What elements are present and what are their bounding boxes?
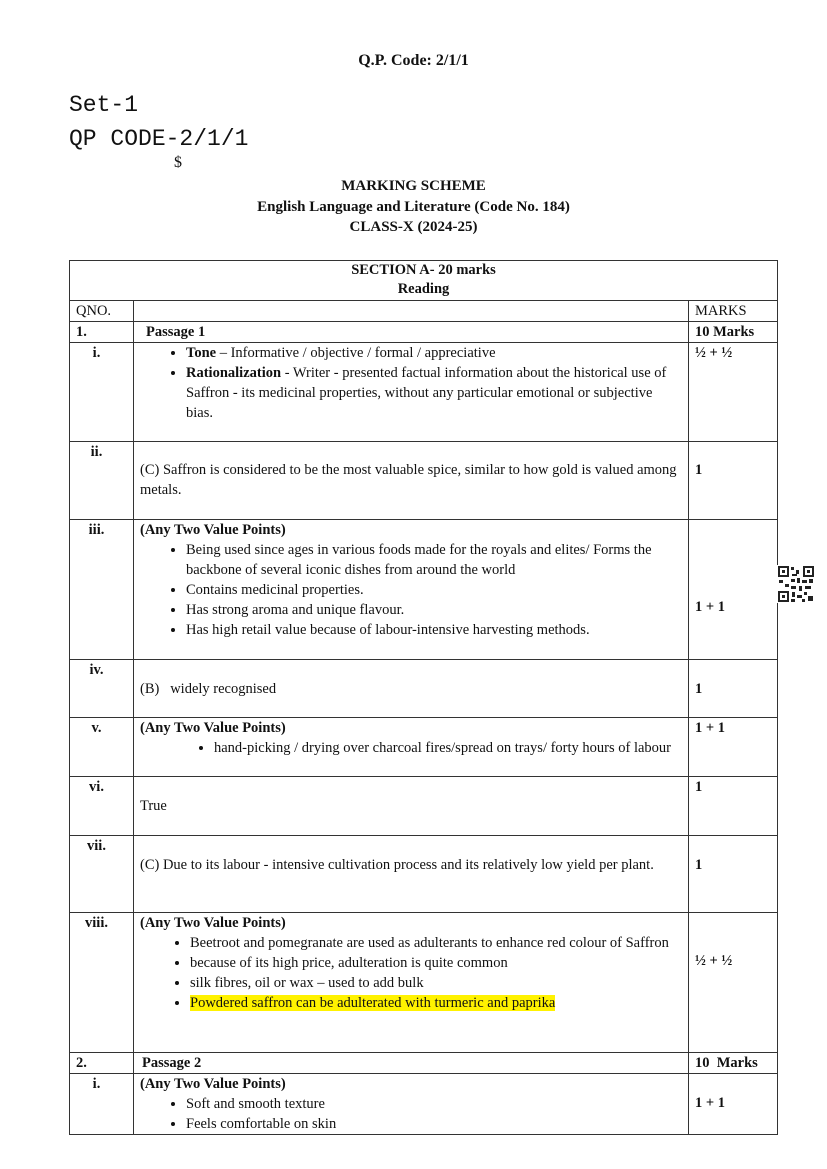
value-points-heading: (Any Two Value Points) (140, 522, 286, 538)
rationalization-text: - Writer - presented factual information about the historical use of Saffron - its medicinal properties, without any particular emotional or subjective bias. (186, 365, 667, 421)
table-row (70, 322, 778, 343)
question-number: viii. (70, 913, 134, 1053)
answer-text: True (140, 798, 167, 814)
marks-value: 1 (695, 857, 703, 873)
list-item: • Has high retail value because of labour-intensive harvesting methods. (186, 620, 682, 640)
question-number: vii. (70, 836, 134, 913)
table-row (70, 442, 778, 520)
list-item: • hand-picking / drying over charcoal fires/spread on trays/ forty hours of labour (214, 738, 682, 758)
marks-value: 1 + 1 (695, 1095, 726, 1111)
marking-scheme-title: MARKING SCHEME (341, 178, 486, 194)
question-number: vi. (70, 777, 134, 836)
marks-value: 1 (695, 681, 703, 697)
answer-text: (C) Saffron is considered to be the most valuable spice, similar to how gold is valued among metals. (140, 462, 677, 498)
list-item: • Soft and smooth texture (186, 1094, 682, 1114)
marks-value: 10 Marks (689, 322, 778, 343)
passage-title: Passage 2 (134, 1053, 689, 1074)
qp-code-label: QP CODE-2/1/1 (69, 126, 249, 152)
col-qno-header: QNO. (70, 301, 134, 322)
table-row (70, 836, 778, 913)
list-item: • Contains medicinal properties. (186, 580, 682, 600)
marks-value: 10 Marks (689, 1053, 778, 1074)
list-item (186, 363, 682, 423)
section-header (70, 261, 778, 301)
list-item: • because of its high price, adulteration is quite common (190, 953, 682, 973)
marking-scheme-table (69, 260, 778, 1135)
tone-label: Tone (186, 345, 217, 361)
question-number: 1. (70, 322, 134, 343)
marks-value: 1 (689, 777, 778, 836)
set-label: Set-1 (69, 92, 139, 118)
col-marks-header: MARKS (689, 301, 778, 322)
section-subtitle: Reading (397, 281, 450, 297)
question-number: i. (70, 1074, 134, 1135)
passage-title: Passage 1 (134, 322, 689, 343)
question-number: i. (70, 343, 134, 442)
list-item: • Beetroot and pomegranate are used as adulterants to enhance red colour of Saffron (190, 933, 682, 953)
list-item (190, 993, 682, 1013)
qr-code-icon (777, 565, 815, 603)
list-item: • silk fibres, oil or wax – used to add bulk (190, 973, 682, 993)
marks-value: 1 + 1 (695, 599, 726, 615)
highlighted-point: Powdered saffron can be adulterated with turmeric and paprika (190, 995, 556, 1011)
value-points-heading: (Any Two Value Points) (140, 720, 286, 736)
marks-value: ½ + ½ (689, 343, 778, 442)
list-item: • Feels comfortable on skin (186, 1114, 682, 1134)
list-item: • Being used since ages in various foods made for the royals and elites/ Forms the backbone of several iconic dishes from around the world (186, 540, 682, 580)
dollar-symbol: $ (174, 154, 182, 171)
list-item (186, 343, 682, 363)
marks-value: 1 + 1 (689, 718, 778, 777)
table-row (70, 718, 778, 777)
table-row (70, 520, 778, 660)
rationalization-label: Rationalization (186, 365, 282, 381)
answer-text: (C) Due to its labour - intensive cultivation process and its relatively low yield per plant. (140, 857, 654, 873)
question-number: iv. (70, 660, 134, 718)
subject-title: English Language and Literature (Code No. 184) (257, 199, 570, 215)
table-row (70, 660, 778, 718)
answer-list (140, 933, 682, 1013)
section-title: SECTION A- 20 marks (351, 262, 496, 278)
answer-list (140, 540, 682, 640)
table-row (70, 343, 778, 442)
value-points-heading: (Any Two Value Points) (140, 915, 286, 931)
table-row (70, 777, 778, 836)
answer-list (140, 343, 682, 423)
question-number: ii. (70, 442, 134, 520)
table-row (70, 913, 778, 1053)
question-number: v. (70, 718, 134, 777)
value-points-heading: (Any Two Value Points) (140, 1076, 286, 1092)
answer-list (140, 1094, 682, 1134)
marks-value: ½ + ½ (695, 953, 733, 969)
col-answer-header (134, 301, 689, 322)
class-title: CLASS-X (2024-25) (349, 219, 478, 235)
qp-code-title: Q.P. Code: 2/1/1 (358, 52, 469, 69)
marks-value: 1 (695, 462, 703, 478)
table-row (70, 1053, 778, 1074)
table-row (70, 1074, 778, 1135)
list-item: • Has strong aroma and unique flavour. (186, 600, 682, 620)
question-number: 2. (70, 1053, 134, 1074)
tone-text: – Informative / objective / formal / appreciative (216, 345, 496, 361)
answer-text: (B) widely recognised (140, 681, 277, 697)
answer-list (140, 738, 682, 758)
question-number: iii. (70, 520, 134, 660)
